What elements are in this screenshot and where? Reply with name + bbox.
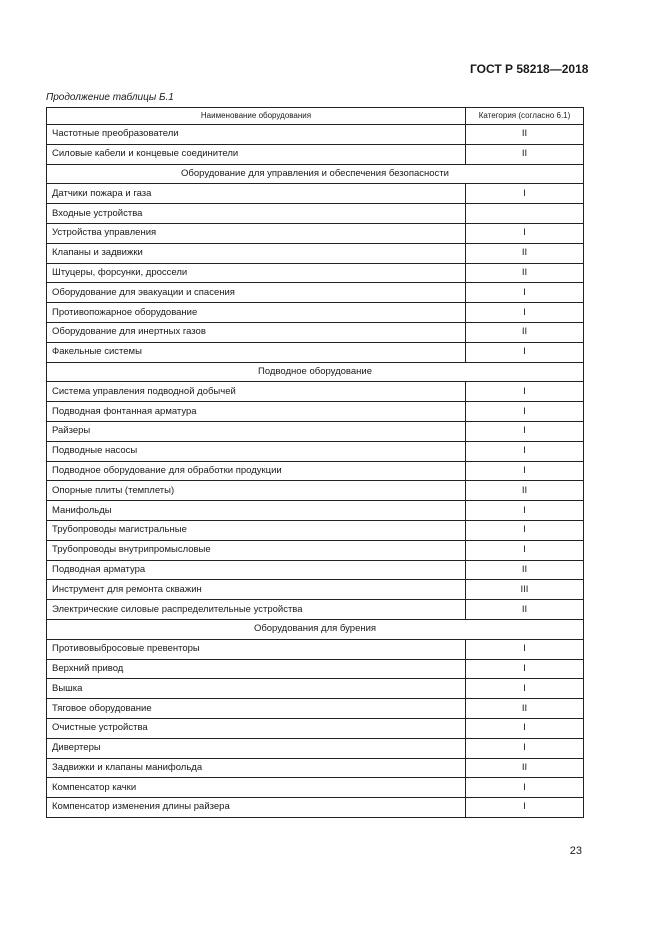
table-row	[47, 322, 584, 342]
category-cell: I	[466, 382, 584, 402]
category-cell	[466, 204, 584, 224]
category-cell: II	[466, 699, 584, 719]
category-cell: II	[466, 758, 584, 778]
equipment-name-cell: Датчики пожара и газа	[47, 184, 466, 204]
table-section-row	[47, 362, 584, 382]
table-row	[47, 204, 584, 224]
equipment-name-cell: Электрические силовые распределительные устройства	[47, 600, 466, 620]
equipment-name-cell: Опорные плиты (темплеты)	[47, 481, 466, 501]
table-row	[47, 738, 584, 758]
table-row	[47, 580, 584, 600]
equipment-name-cell: Вышка	[47, 679, 466, 699]
equipment-name-cell: Устройства управления	[47, 223, 466, 243]
table-row	[47, 481, 584, 501]
table-row	[47, 540, 584, 560]
table-row	[47, 639, 584, 659]
table-row	[47, 679, 584, 699]
table-section-row	[47, 164, 584, 184]
equipment-name-cell: Очистные устройства	[47, 718, 466, 738]
table-row	[47, 520, 584, 540]
category-cell: I	[466, 798, 584, 818]
table-row	[47, 798, 584, 818]
document-standard-code: ГОСТ Р 58218—2018	[470, 62, 589, 76]
category-cell: I	[466, 501, 584, 521]
category-cell: II	[466, 144, 584, 164]
table-row	[47, 184, 584, 204]
table-row	[47, 501, 584, 521]
equipment-name-cell: Оборудование для инертных газов	[47, 322, 466, 342]
table-row	[47, 303, 584, 323]
page-number: 23	[569, 845, 582, 857]
table-caption: Продолжение таблицы Б.1	[46, 92, 174, 103]
category-cell: I	[466, 540, 584, 560]
table-body	[47, 125, 584, 818]
equipment-name-cell: Задвижки и клапаны манифольда	[47, 758, 466, 778]
category-cell: I	[466, 283, 584, 303]
table-row	[47, 758, 584, 778]
equipment-name-cell: Подводные насосы	[47, 441, 466, 461]
table-row	[47, 778, 584, 798]
equipment-name-cell: Частотные преобразователи	[47, 125, 466, 145]
equipment-name-cell: Штуцеры, форсунки, дроссели	[47, 263, 466, 283]
equipment-name-cell: Подводная фонтанная арматура	[47, 402, 466, 422]
equipment-name-cell: Компенсатор качки	[47, 778, 466, 798]
category-cell: II	[466, 322, 584, 342]
category-cell: I	[466, 679, 584, 699]
table-row	[47, 421, 584, 441]
equipment-name-cell: Противопожарное оборудование	[47, 303, 466, 323]
equipment-name-cell: Входные устройства	[47, 204, 466, 224]
equipment-name-cell: Факельные системы	[47, 342, 466, 362]
category-cell: I	[466, 342, 584, 362]
category-cell: I	[466, 718, 584, 738]
category-cell: III	[466, 580, 584, 600]
section-title: Оборудования для бурения	[47, 619, 584, 639]
category-cell: II	[466, 243, 584, 263]
category-cell: II	[466, 481, 584, 501]
category-cell: I	[466, 223, 584, 243]
equipment-name-cell: Подводное оборудование для обработки продукции	[47, 461, 466, 481]
equipment-name-cell: Дивертеры	[47, 738, 466, 758]
equipment-name-cell: Трубопроводы магистральные	[47, 520, 466, 540]
equipment-name-cell: Клапаны и задвижки	[47, 243, 466, 263]
category-cell: I	[466, 441, 584, 461]
category-cell: II	[466, 560, 584, 580]
equipment-name-cell: Манифольды	[47, 501, 466, 521]
equipment-name-cell: Райзеры	[47, 421, 466, 441]
equipment-name-cell: Подводная арматура	[47, 560, 466, 580]
section-title: Оборудование для управления и обеспечения безопасности	[47, 164, 584, 184]
category-cell: I	[466, 303, 584, 323]
table-row	[47, 718, 584, 738]
table-section-row	[47, 619, 584, 639]
category-cell: I	[466, 421, 584, 441]
category-cell: I	[466, 461, 584, 481]
equipment-name-cell: Верхний привод	[47, 659, 466, 679]
table-row	[47, 659, 584, 679]
header-equipment-name: Наименование оборудования	[47, 108, 466, 125]
table-row	[47, 144, 584, 164]
table-row	[47, 560, 584, 580]
category-cell: I	[466, 402, 584, 422]
table-row	[47, 382, 584, 402]
category-cell: I	[466, 639, 584, 659]
table-row	[47, 223, 584, 243]
category-cell: II	[466, 125, 584, 145]
table-row	[47, 283, 584, 303]
table-row	[47, 263, 584, 283]
table-row	[47, 402, 584, 422]
table-row	[47, 699, 584, 719]
equipment-table	[46, 107, 584, 818]
table-header-row	[47, 108, 584, 125]
table-row	[47, 342, 584, 362]
equipment-name-cell: Инструмент для ремонта скважин	[47, 580, 466, 600]
table-row	[47, 441, 584, 461]
category-cell: I	[466, 184, 584, 204]
table-row	[47, 243, 584, 263]
category-cell: I	[466, 778, 584, 798]
category-cell: I	[466, 738, 584, 758]
category-cell: II	[466, 263, 584, 283]
equipment-name-cell: Трубопроводы внутрипромысловые	[47, 540, 466, 560]
equipment-name-cell: Противовыбросовые превенторы	[47, 639, 466, 659]
table-row	[47, 461, 584, 481]
equipment-name-cell: Силовые кабели и концевые соединители	[47, 144, 466, 164]
equipment-name-cell: Тяговое оборудование	[47, 699, 466, 719]
equipment-name-cell: Система управления подводной добычей	[47, 382, 466, 402]
section-title: Подводное оборудование	[47, 362, 584, 382]
header-category: Категория (согласно 6.1)	[466, 108, 584, 125]
table-row	[47, 600, 584, 620]
category-cell: I	[466, 520, 584, 540]
equipment-name-cell: Оборудование для эвакуации и спасения	[47, 283, 466, 303]
category-cell: II	[466, 600, 584, 620]
table-row	[47, 125, 584, 145]
category-cell: I	[466, 659, 584, 679]
equipment-name-cell: Компенсатор изменения длины райзера	[47, 798, 466, 818]
